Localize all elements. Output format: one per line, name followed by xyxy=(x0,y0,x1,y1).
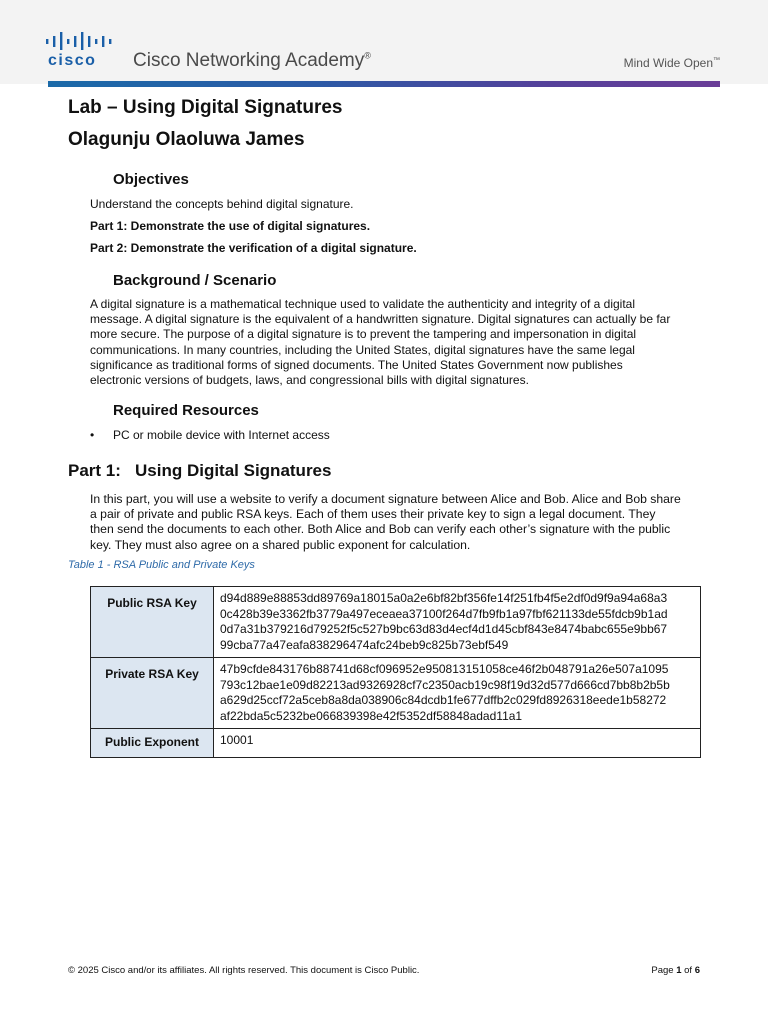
rsa-keys-table xyxy=(90,586,701,758)
background-line: A digital signature is a mathematical technique used to validate the authenticity and integrity of a digital xyxy=(90,297,635,311)
background-line: electronic versions of budgets, laws, and congressional bills with digital signatures. xyxy=(90,373,529,388)
copyright-notice: © 2025 Cisco and/or its affiliates. All rights reserved. This document is Cisco Public. xyxy=(68,965,420,976)
part1-paragraph xyxy=(90,492,705,553)
resources-heading: Required Resources xyxy=(113,402,259,419)
objectives-intro: Understand the concepts behind digital signature. xyxy=(90,197,354,211)
part1-heading: Part 1: Using Digital Signatures xyxy=(68,461,332,480)
cisco-bridge-logo-icon xyxy=(46,32,116,50)
lab-title: Lab – Using Digital Signatures xyxy=(68,97,343,118)
tagline: Mind Wide Open™ xyxy=(623,56,720,70)
background-line: more secure. The purpose of a digital signature is to prevent the tampering and impersonation in digital xyxy=(90,327,637,342)
table-row xyxy=(91,729,701,758)
part1-line: key. They must also agree on a shared public exponent for calculation. xyxy=(90,537,471,552)
academy-name: Cisco Networking Academy® xyxy=(133,50,371,71)
background-line: communications. In many countries, including the United States, digital signatures have the same legal xyxy=(90,342,635,357)
part1-line: a pair of private and public RSA keys. Each of them uses their private key to sign a legal document. They xyxy=(90,507,656,522)
private-key-value: 47b9cfde843176b88741d68cf096952e950813151058ce46f2b048791a26e507a1095 793c12bae1e09d82213ad9326928cf7c2350acb19c98f19d32d577d666cd7bb8b2b5b a629d25ccf72a5ceb8a8da038906c84dcdb1fe677dffb2c029fd8926318eede1b58272 af22bda5c5232be066839398e42f5352df58848adad11a1 xyxy=(214,658,701,729)
public-exponent-value: 10001 xyxy=(214,729,701,758)
private-key-label: Private RSA Key xyxy=(91,658,214,729)
objectives-heading: Objectives xyxy=(113,171,189,188)
header-gradient-rule xyxy=(48,81,720,87)
cisco-wordmark: cisco xyxy=(48,52,97,69)
objective-part1: Part 1: Demonstrate the use of digital signatures. xyxy=(90,219,371,233)
public-key-label: Public RSA Key xyxy=(91,587,214,658)
public-exponent-label: Public Exponent xyxy=(91,729,214,758)
page-number: Page 1 of 6 xyxy=(651,965,700,976)
background-line: message. A digital signature is the equivalent of a handwritten signature. Digital signatures can actually be far xyxy=(90,312,671,327)
background-heading: Background / Scenario xyxy=(113,272,277,289)
part1-line: then send the documents to each other. Both Alice and Bob can verify each other’s signature with the public xyxy=(90,522,671,537)
table-row xyxy=(91,587,701,658)
table-caption: Table 1 - RSA Public and Private Keys xyxy=(68,559,255,571)
table-row xyxy=(91,658,701,729)
background-line: significance as traditional forms of signed documents. The United States Government now publishes xyxy=(90,357,623,372)
resources-list-item: • PC or mobile device with Internet access xyxy=(90,428,330,442)
background-paragraph xyxy=(90,297,705,388)
author-name: Olagunju Olaoluwa James xyxy=(68,129,305,150)
part1-line: In this part, you will use a website to verify a document signature between Alice and Bob. Alice and Bob share xyxy=(90,492,681,506)
public-key-value: d94d889e88853dd89769a18015a0a2e6bf82bf356fe14f251fb4f5e2df0d9f9a94a68a3 0c428b39e3362fb3779a497eceaea37100f264d7fb9fb1a97fbf621133de55fdcb9b1ad 0d7a31b379216d79252f5c527b9bc63d83d4ecf4d1d45cbf843e8474babc655e9bb67 99cba77a47eafa838296474afc24beb9c825b73ebf549 xyxy=(214,587,701,658)
bullet-icon: • xyxy=(90,428,95,442)
objective-part2: Part 2: Demonstrate the verification of a digital signature. xyxy=(90,241,417,255)
